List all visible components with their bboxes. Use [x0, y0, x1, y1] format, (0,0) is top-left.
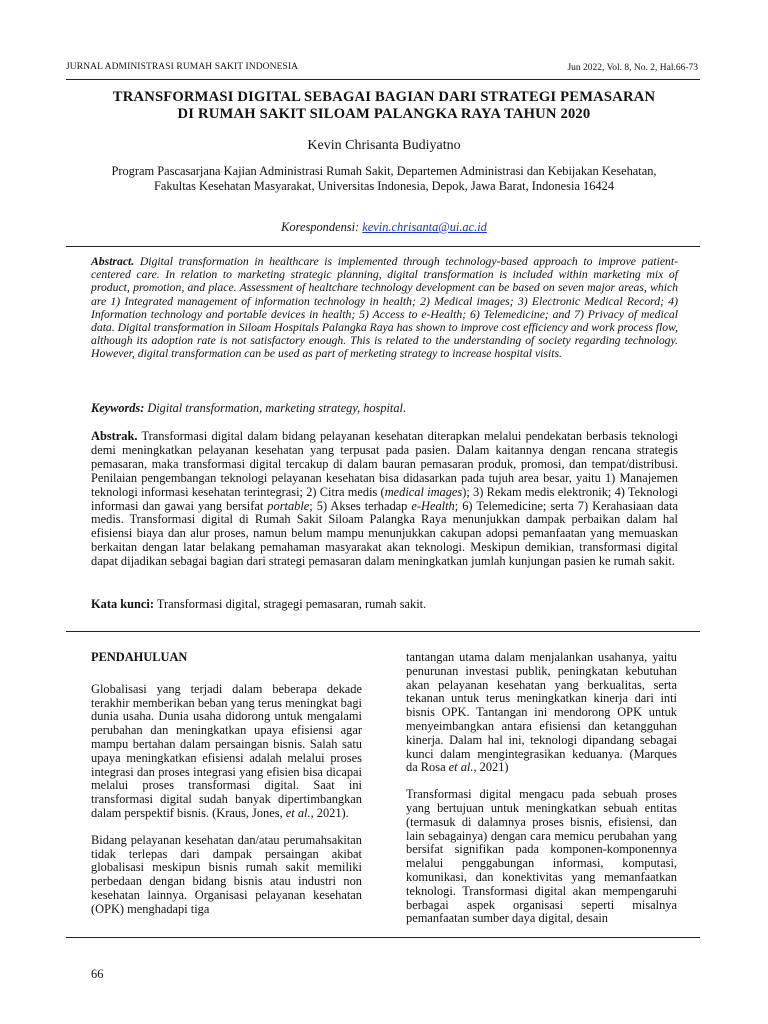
paragraph: Transformasi digital mengacu pada sebuah proses yang bertujuan untuk meningkatkan sebuah entitas (termasuk di dalamnya proses bisnis, efisiensi, dan lain sebagainya) dengan cara memicu perubahan yang bersifat signifikan pada komponen-komponennya melalui penggabungan informasi, komputasi, komunikasi, dan konektivitas yang memanfaatkan teknologi. Transformasi digital akan mempengaruhi berbagai aspek organisasi seperti misalnya pemanfaatan sumber daya digital, desain — [406, 787, 677, 926]
citation-et-al: et al. — [285, 805, 311, 820]
citation-et-al: et al. — [448, 760, 474, 775]
issue-info: Jun 2022, Vol. 8, No. 2, Hal.66-73 — [567, 63, 698, 73]
correspondence-label: Korespondensi: — [281, 220, 363, 234]
title-line-1: TRANSFORMASI DIGITAL SEBAGAI BAGIAN DARI STRATEGI PEMASARAN — [112, 89, 656, 105]
paragraph-text: Globalisasi yang terjadi dalam beberapa dekade terakhir memberikan beban yang terus meningkat bagi dunia usaha. Dunia usaha didorong untuk mengalami perubahan dan meningkatkan upaya efisiensi agar mampu bertahan dalam persaingan bisnis. Salah satu upaya meningkatkan efisiensi adalah melalui proses integrasi dan proses integrasi yang efisien bisa dicapai melalui proses transformasi digital. Saat ini transformasi digital sudah banyak dipertimbangkan dalam perspektif bisnis. (Kraus, Jones, — [91, 681, 362, 820]
abstract-label: Abstract. — [91, 255, 135, 268]
header-rule — [66, 79, 700, 80]
paragraph: Bidang pelayanan kesehatan dan/atau perumahsakitan tidak terlepas dari dampak persaingan akibat globalisasi meskipun bisnis rumah sakit memiliki perbedaan dengan bidang bisnis atau industri non kesehatan lainnya. Organisasi pelayanan kesehatan (OPK) menghadapi tiga — [91, 832, 362, 916]
citation-year: , 2021). — [310, 805, 349, 820]
abstract-top-rule — [66, 246, 700, 247]
section-heading: PENDAHULUAN — [91, 650, 188, 664]
left-column — [91, 651, 362, 930]
correspondence — [0, 220, 768, 235]
keywords-end: . — [402, 401, 406, 415]
title-line-2: DI RUMAH SAKIT SILOAM PALANGKA RAYA TAHUN 2020 — [177, 106, 591, 122]
paragraph — [91, 683, 362, 821]
abstract-english — [91, 255, 678, 361]
keywords-indonesian — [91, 597, 678, 612]
right-column — [406, 651, 677, 939]
kata-kunci-label: Kata kunci: — [91, 597, 154, 611]
keywords-label: Keywords: — [91, 401, 145, 415]
abstrak-text-3: ; 5) Akses terhadap — [309, 498, 412, 513]
keywords-text: Digital transformation, marketing strategy, hospital — [144, 401, 403, 415]
abstrak-label: Abstrak. — [91, 429, 138, 443]
abstrak-text-4: ; 6) Telemedicine; serta 7) Kerahasiaan data medis. Transformasi digital di Rumah Sakit Siloam Palangka Raya menunjukkan dampak perbaikan dalam hal efisiensi biaya dan alur proses, namun belum mampu menunjukkan cakupan adopsi pemanfaatan yang memuaskan berkaitan dengan latar belakang pemahaman masyarakat akan teknologi. Meskipun demikian, transformasi digital dapat dijadikan sebagai bagian dari strategi pemasaran dalam meningkatkan jumlah kunjungan pasien ke rumah sakit. — [91, 498, 678, 569]
affiliation-line-2: Fakultas Kesehatan Masyarakat, Universitas Indonesia, Depok, Jawa Barat, Indonesia 16424 — [153, 179, 615, 193]
abstract-text: Digital transformation in healthcare is implemented through technology-based approach to improve patient-centered care. In relation to marketing strategic planning, digital transformation is included within marketing mix of product, promotion, and place. Assessment of healtchare technology development can be based on seven major areas, which are 1) Integrated management of information technology in health; 2) Medical images; 3) Electronic Medical Record; 4) Information technology and portable devices in health; 5) Access to e-Health; 6) Telemedicine; and 7) Privacy of medical data. Digital transformation in Siloam Hospitals Palangka Raya has shown to improve cost efficiency and work process flow, although its adoption rate is not satisfactory enough. This is related to the understanding of society regarding technology. However, digital transformation can be used as part of merketing strategy to increase hospital visits. — [91, 255, 678, 361]
affiliation — [70, 164, 698, 194]
affiliation-line-1: Program Pascasarjana Kajian Administrasi Rumah Sakit, Departemen Administrasi dan Kebijakan Kesehatan, — [111, 164, 657, 178]
email-link[interactable]: kevin.chrisanta@ui.ac.id — [362, 220, 487, 234]
journal-name: JURNAL ADMINISTRASI RUMAH SAKIT INDONESIA — [66, 62, 299, 72]
abstract-indonesian — [91, 430, 678, 569]
footer-rule — [66, 937, 700, 938]
abstrak-em-3: e-Health — [411, 498, 455, 513]
abstrak-text-2: ); 3) Rekam medis elektronik; 4) Teknologi informasi dan gawai yang bersifat — [91, 484, 678, 513]
author-name: Kevin Chrisanta Budiyatno — [307, 138, 461, 153]
paragraph — [406, 651, 677, 775]
citation-year: , 2021) — [473, 760, 509, 775]
abstrak-em-1: medical images — [384, 484, 463, 499]
page-number: 66 — [91, 967, 104, 981]
abstrak-text-1: Transformasi digital dalam bidang pelayanan kesehatan diterapkan melalui pendekatan berbasis teknologi demi meningkatkan pelayanan kesehatan yang terpusat pada pasien. Dalam kaitannya dengan rencana strategis pemasaran, maka transformasi digital tercakup di dalam bauran pemasaran produk, promosi, dan tempat/distribusi. Penilaian pengembangan teknologi pelayanan kesehatan bisa didasarkan pada tujuh area besar, yaitu 1) Manajemen teknologi informasi kesehatan terintegrasi; 2) Citra medis ( — [91, 429, 678, 499]
abstract-bottom-rule — [66, 631, 700, 632]
keywords-english — [91, 401, 678, 416]
abstrak-em-2: portable — [267, 498, 310, 513]
kata-kunci-text: Transformasi digital, stragegi pemasaran, rumah sakit. — [154, 597, 427, 611]
article-title — [60, 89, 708, 123]
paragraph-text: tantangan utama dalam menjalankan usahanya, yaitu penurunan investasi publik, peningkatan kebutuhan akan pelayanan kesehatan yang berkualitas, serta tekanan untuk terus meningkatkan kinerja dari inti bisnis OPK. Tantangan ini mendorong OPK untuk menyeimbangkan antara efisiensi dan ketangguhan kinerja. Dalam hal ini, teknologi dipandang sebagai kunci dalam mengintegrasikan keduanya. (Marques da Rosa — [406, 650, 677, 775]
